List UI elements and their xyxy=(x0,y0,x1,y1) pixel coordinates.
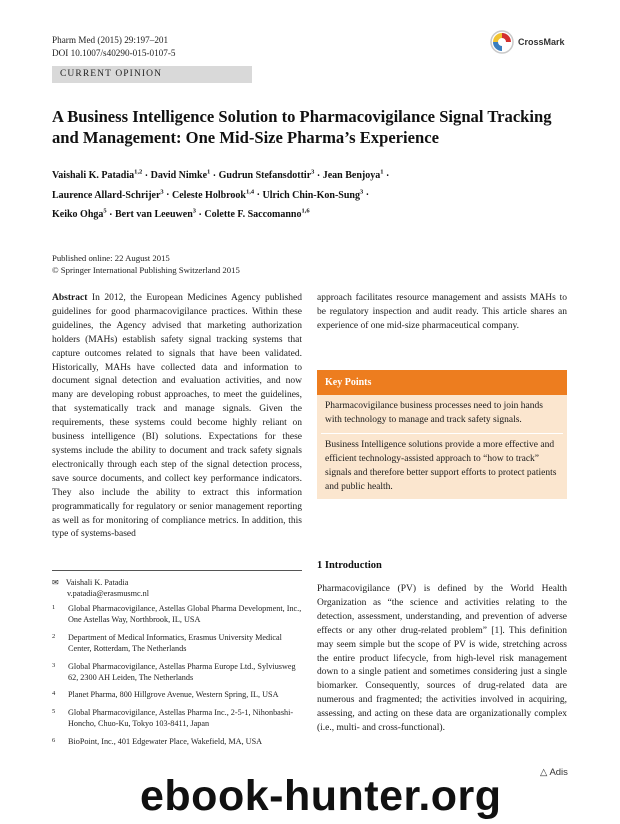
author[interactable]: Laurence Allard-Schrijer$^3$ xyxy=(52,188,164,201)
published-date: Published online: 22 August 2015 xyxy=(52,253,170,263)
author[interactable]: Jean Benjoya$^1$ xyxy=(322,169,384,182)
abstract xyxy=(52,292,302,542)
article-title: A Business Intelligence Solution to Pharmacovigilance Signal Tracking and Management: One Mid-Size Pharma’s Experience xyxy=(52,107,552,147)
adis-icon: △ xyxy=(540,767,548,778)
correspondence-email[interactable]: v.patadia@erasmusmc.nl xyxy=(67,589,150,599)
author[interactable]: Vaishali K. Patadia$^{1,2}$ xyxy=(52,169,143,182)
author[interactable]: Ulrich Chin-Kon-Sung$^3$ xyxy=(262,188,364,201)
author[interactable]: Celeste Holbrook$^{1,4}$ xyxy=(172,188,255,201)
key-points-header: Key Points xyxy=(317,370,567,395)
author[interactable]: Keiko Ohga$^5$ xyxy=(52,207,107,220)
key-points-box xyxy=(317,370,567,499)
affiliation: 6 BioPoint, Inc., 401 Edgewater Place, Wakefield, MA, USA xyxy=(52,736,263,746)
author[interactable]: Gudrun Stefansdottir$^3$ xyxy=(218,169,315,182)
author[interactable]: Colette F. Saccomanno$^{1,6}$ xyxy=(204,207,310,220)
abstract-label: Abstract xyxy=(52,293,88,303)
affiliation: 4 Planet Pharma, 800 Hillgrove Avenue, Western Spring, IL, USA xyxy=(52,690,279,700)
crossmark-label: CrossMark xyxy=(518,37,565,47)
article-type-tag xyxy=(52,66,252,83)
key-point-item: Business Intelligence solutions provide a more effective and efficient technology-assisted approach to “how to track” signals and therefore better support efforts to protect patients and public health. xyxy=(325,439,557,492)
footnote-divider xyxy=(52,570,302,571)
author[interactable]: Bert van Leeuwen$^3$ xyxy=(115,207,197,220)
abstract-text: In 2012, the European Medicines Agency published guidelines for good pharmacovigilance practices. Within these guidelines, the Agency advised that marketing authorization holders (MAHs) establish safety signal tracking systems that capture outcomes related to signals that have been validated. Historically, MAHs have collected data and information to document signal detection and evaluation activities, and now many are developing robust approaches, to meet the guidelines, that systematically track and manage signals. Given the requirements, these systems could become highly reliant on business intelligence (BI) solutions. Expectations for these systems include the ability to document and track safety signals electronically through each step of the signal detection process, save source documents, and collect key performance indicators. They also include the ability to extract this information programmatically for regulatory or senior management reporting as well as for monitoring of compliance metrics. In addition, this type of systems-based xyxy=(52,293,302,540)
publisher-mark: △ Adis xyxy=(540,767,568,778)
affiliation: 2 Department of Medical Informatics, Erasmus University Medical Center, Rotterdam, The Netherlands xyxy=(52,632,282,654)
crossmark-icon xyxy=(490,30,514,54)
publication-info xyxy=(52,252,240,276)
article-type-label: CURRENT OPINION xyxy=(60,68,163,79)
crossmark-badge[interactable] xyxy=(490,30,565,54)
affiliation: 3 Global Pharmacovigilance, Astellas Pharma Europe Ltd., Sylviusweg 62, 2300 AH Leiden, The Netherlands xyxy=(52,661,296,683)
envelope-icon: ✉ xyxy=(52,578,59,587)
affiliation: 1 Global Pharmacovigilance, Astellas Global Pharma Development, Inc., One Astellas Way, Northbrook, IL, USA xyxy=(52,604,302,625)
journal-info xyxy=(52,34,176,59)
author[interactable]: David Nimke$^1$ xyxy=(150,169,211,182)
affiliation-list xyxy=(52,603,302,753)
abstract-continued: approach facilitates resource management and assists MAHs to be regulatory inspection and audit ready. This article shares an experience of one mid-size pharmaceutical company. xyxy=(317,293,567,331)
author-list: Vaishali K. Patadia$^{1,2}$ · David Nimke$^1$ · Gudrun Stefansdottir$^3$ · Jean Benjoya$^1$ · Laurence Allard-Schrijer$^3$ · Celeste Holbrook$^{1,4}$ · Ulrich Chin-Kon-Sung$^3$ · Keiko Ohga$^5$ · Bert van Leeuwen$^3$ · Colette F. Saccomanno$^{1,6}$ xyxy=(52,169,390,220)
copyright: © Springer International Publishing Switzerland 2015 xyxy=(52,265,240,275)
introduction-text: Pharmacovigilance (PV) is defined by the World Health Organization as “the science and activities relating to the detection, assessment, understanding, and prevention of adverse effects or any other drug-related problem” [1]. This definition may seem simple but the scope of PV is wide, stretching across the entire product lifecycle, from high-level risk management down to a single patient and sometimes considering just a single biomarker. Consequently, sources of drug-related data are numerous and fragmented; the activities involved in acquiring, assessing, and acting on these data are organizationally complex (i.e., multi- and cross-functional). xyxy=(317,584,567,734)
doi[interactable]: DOI 10.1007/s40290-015-0107-5 xyxy=(52,47,176,58)
watermark: ebook-hunter.org xyxy=(140,772,502,820)
key-point-item: Pharmacovigilance business processes need to join hands with technology to manage and track safety signals. xyxy=(325,401,543,425)
introduction-heading: 1 Introduction xyxy=(317,560,382,571)
affiliation: 5 Global Pharmacovigilance, Astellas Pharma Inc., 2-5-1, Nihonbashi-Honcho, Chuo-Ku, Tokyo 103-8411, Japan xyxy=(52,707,294,729)
correspondence xyxy=(52,577,302,600)
correspondence-name: Vaishali K. Patadia xyxy=(65,578,129,587)
journal-citation: Pharm Med (2015) 29:197–201 xyxy=(52,35,169,45)
